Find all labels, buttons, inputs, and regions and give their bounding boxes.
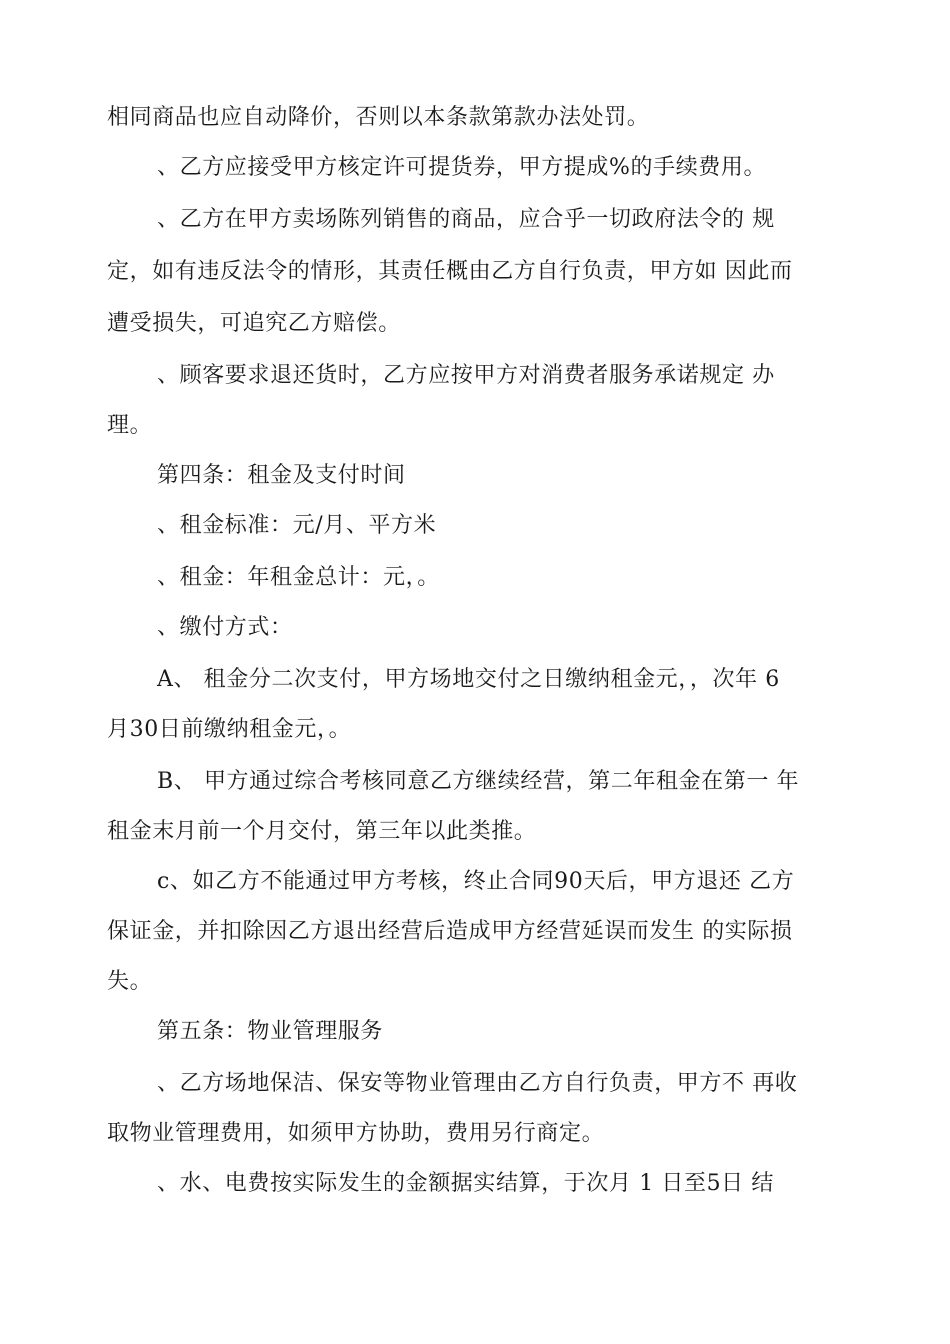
text-line: B、 甲方通过综合考核同意乙方继续经营，第二年租金在第一 年 <box>157 769 800 794</box>
section-heading: 第五条：物业管理服务 <box>157 1019 384 1044</box>
text-line: 保证金，并扣除因乙方退出经营后造成甲方经营延误而发生 的实际损 <box>107 919 793 944</box>
text-line: 、水、电费按实际发生的金额据实结算，于次月 1 日至5日 结 <box>157 1171 774 1196</box>
text-line: c、如乙方不能通过甲方考核，终止合同90天后，甲方退还 乙方 <box>157 869 795 894</box>
section-heading: 第四条：租金及支付时间 <box>157 463 406 488</box>
text-line: 理。 <box>107 413 153 438</box>
text-line: 月30日前缴纳租金元，。 <box>107 717 352 742</box>
text-line: 相同商品也应自动降价，否则以本条款第款办法处罚。 <box>107 105 650 130</box>
text-line: 定，如有违反法令的情形，其责任概由乙方自行负责，甲方如 因此而 <box>107 259 793 284</box>
text-line: 、租金：年租金总计：元，。 <box>157 565 440 590</box>
text-line: 失。 <box>107 969 153 994</box>
text-line: 、乙方应接受甲方核定许可提货券，甲方提成%的手续费用。 <box>157 155 767 180</box>
text-line: 、乙方场地保洁、保安等物业管理由乙方自行负责，甲方不 再收 <box>157 1071 798 1096</box>
text-line: 、租金标准：元/月、平方米 <box>157 513 437 538</box>
text-line: 、顾客要求退还货时，乙方应按甲方对消费者服务承诺规定 办 <box>157 363 775 388</box>
text-line: 、乙方在甲方卖场陈列销售的商品，应合乎一切政府法令的 规 <box>157 207 775 232</box>
text-line: 租金末月前一个月交付，第三年以此类推。 <box>107 819 537 844</box>
text-line: 遭受损失，可追究乙方赔偿。 <box>107 311 401 336</box>
text-line: A、 租金分二次支付，甲方场地交付之日缴纳租金元，，次年 6 <box>157 667 780 692</box>
text-line: 、缴付方式： <box>157 615 293 640</box>
text-line: 取物业管理费用，如须甲方协助，费用另行商定。 <box>107 1121 605 1146</box>
